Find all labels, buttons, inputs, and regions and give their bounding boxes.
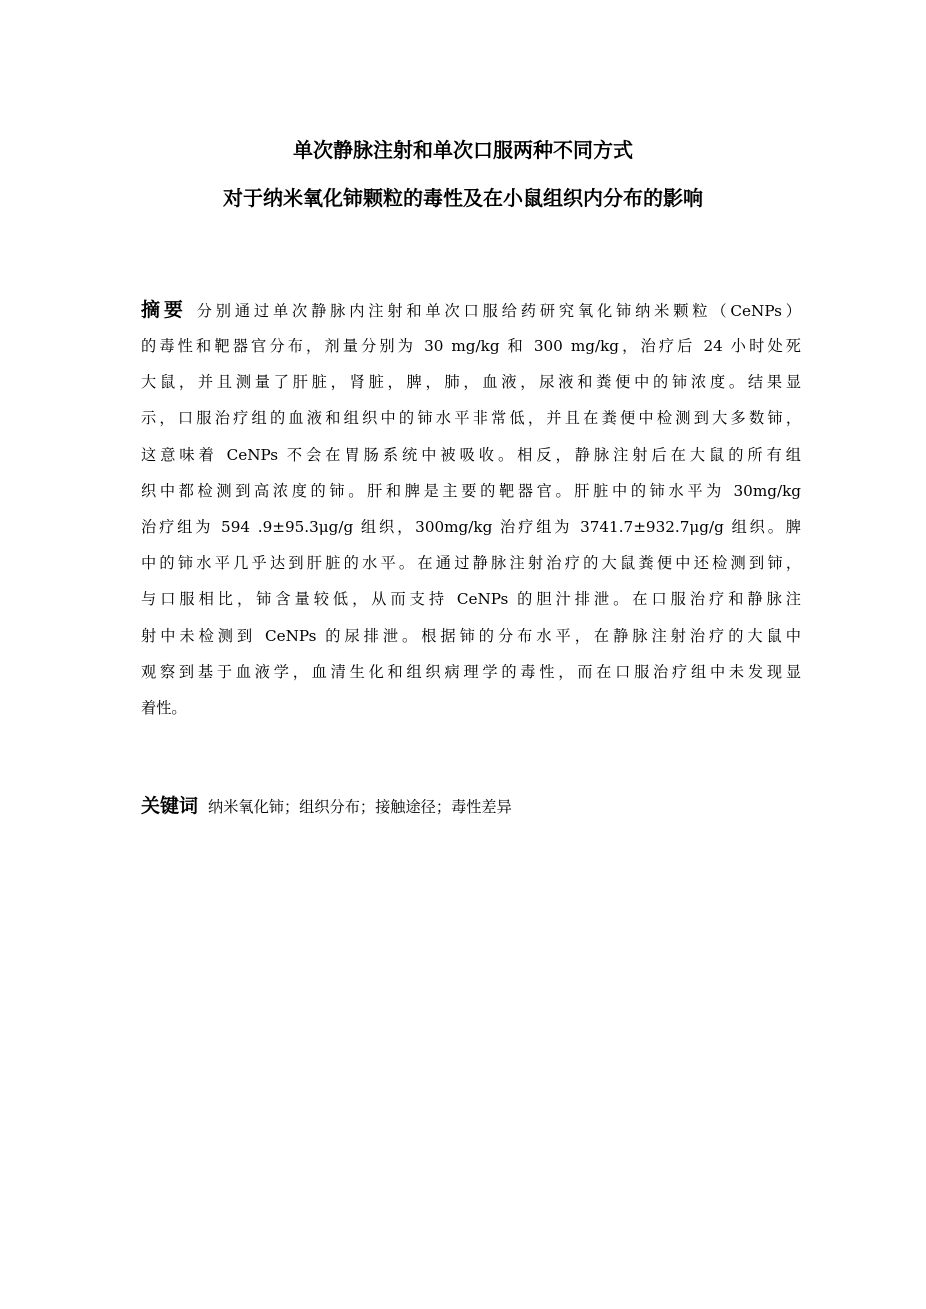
abstract-line-4: 示，口服治疗组的血液和组织中的铈水平非常低，并且在粪便中检测到大多数铈， xyxy=(141,409,801,428)
title-line-1: 单次静脉注射和单次口服两种不同方式 xyxy=(293,138,633,162)
abstract-line-3: 大鼠，并且测量了肝脏，肾脏，脾，肺，血液，尿液和粪便中的铈浓度。结果显 xyxy=(141,373,801,392)
abstract-line-10: 射中未检测到 CeNPs 的尿排泄。根据铈的分布水平，在静脉注射治疗的大鼠中 xyxy=(141,626,801,645)
keywords-label: 关键词 xyxy=(141,795,199,817)
abstract-label: 摘要 xyxy=(141,299,187,321)
abstract-section xyxy=(141,292,801,726)
keywords-section xyxy=(141,788,801,826)
abstract-line-11: 观察到基于血液学，血清生化和组织病理学的毒性，而在口服治疗组中未发现显 xyxy=(141,662,801,681)
abstract-line-1 xyxy=(141,292,801,328)
abstract-line-7: 治疗组为 594 .9±95.3μg/g 组织，300mg/kg 治疗组为 3741.7±932.7μg/g 组织。脾 xyxy=(141,517,801,536)
keywords-text: 纳米氧化铈；组织分布；接触途径；毒性差异 xyxy=(208,798,512,816)
abstract-line-9: 与口服相比，铈含量较低，从而支持 CeNPs 的胆汁排泄。在口服治疗和静脉注 xyxy=(141,590,801,609)
abstract-line-6: 织中都检测到高浓度的铈。肝和脾是主要的靶器官。肝脏中的铈水平为 30mg/kg xyxy=(141,481,801,500)
abstract-line-8: 中的铈水平几乎达到肝脏的水平。在通过静脉注射治疗的大鼠粪便中还检测到铈， xyxy=(141,554,801,573)
abstract-line-2: 的毒性和靶器官分布，剂量分别为 30 mg/kg 和 300 mg/kg，治疗后 24 小时处死 xyxy=(141,337,801,355)
title-line-2: 对于纳米氧化铈颗粒的毒性及在小鼠组织内分布的影响 xyxy=(223,186,703,210)
abstract-line-5: 这意味着 CeNPs 不会在胃肠系统中被吸收。相反，静脉注射后在大鼠的所有组 xyxy=(141,445,801,464)
abstract-text: 分别通过单次静脉内注射和单次口服给药研究氧化铈纳米颗粒（CeNPs） xyxy=(196,302,801,320)
abstract-line-12: 着性。 xyxy=(141,698,187,717)
